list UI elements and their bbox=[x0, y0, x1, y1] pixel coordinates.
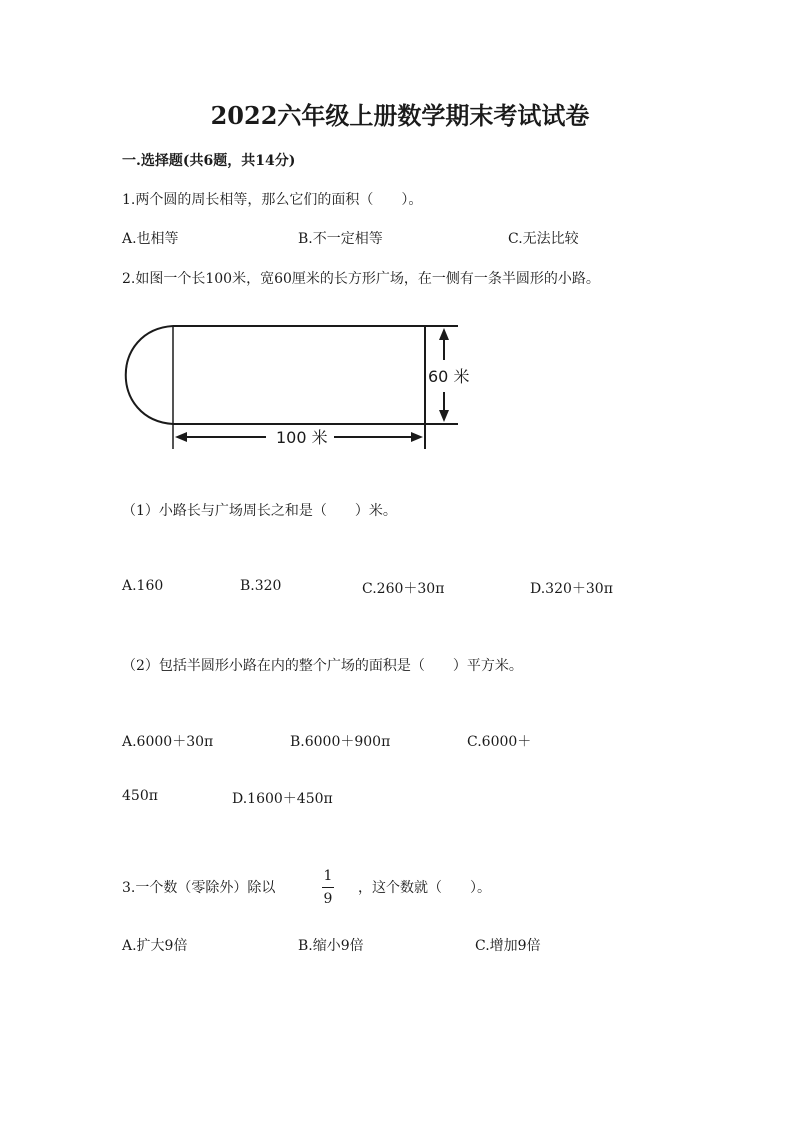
arrow-down-icon bbox=[439, 410, 449, 422]
question-2-sub1-option-d: D.320＋30π bbox=[530, 581, 613, 597]
question-1-option-a: A.也相等 bbox=[122, 231, 179, 247]
section-heading: 一.选择题(共6题，共14分) bbox=[122, 153, 296, 169]
question-2-sub2-option-d: D.1600＋450π bbox=[232, 791, 333, 807]
semicircle-path bbox=[126, 326, 173, 424]
question-2-sub1-option-a: A.160 bbox=[122, 578, 164, 594]
question-2-sub2-option-b: B.6000＋900π bbox=[290, 734, 391, 750]
question-3-option-c: C.增加9倍 bbox=[475, 938, 541, 954]
question-2-sub1-text: （1）小路长与广场周长之和是（ ）米。 bbox=[122, 503, 397, 519]
question-3-option-a: A.扩大9倍 bbox=[122, 938, 188, 954]
question-3-option-b: B.缩小9倍 bbox=[298, 938, 364, 954]
fraction-one-ninth bbox=[318, 868, 338, 907]
question-1-option-c: C.无法比较 bbox=[508, 231, 579, 247]
arrow-right-icon bbox=[411, 432, 423, 442]
question-2-sub1-option-b: B.320 bbox=[240, 578, 282, 594]
question-2-sub2-option-a: A.6000＋30π bbox=[122, 734, 214, 750]
question-2-sub1-option-c: C.260＋30π bbox=[362, 581, 445, 597]
arrow-left-icon bbox=[175, 432, 187, 442]
question-2-sub2-option-c-continued: 450π bbox=[122, 788, 158, 804]
page-title: 2022六年级上册数学期末考试试卷 bbox=[210, 101, 590, 130]
width-label: 100 米 bbox=[276, 428, 328, 447]
fraction-numerator: 1 bbox=[323, 868, 333, 884]
height-label: 60 米 bbox=[428, 367, 470, 386]
question-3-text-after: ，这个数就（ ）。 bbox=[358, 880, 491, 896]
question-2-text: 2.如图一个长100米，宽60厘米的长方形广场，在一侧有一条半圆形的小路。 bbox=[122, 271, 600, 287]
question-3-text-before: 3.一个数（零除外）除以 bbox=[122, 880, 276, 896]
fraction-bar bbox=[322, 887, 334, 888]
arrow-up-icon bbox=[439, 328, 449, 340]
fraction-denominator: 9 bbox=[323, 891, 333, 907]
question-2-sub2-text: （2）包括半圆形小路在内的整个广场的面积是（ ）平方米。 bbox=[122, 658, 523, 674]
question-1-text: 1.两个圆的周长相等，那么它们的面积（ ）。 bbox=[122, 192, 423, 208]
question-1-option-b: B.不一定相等 bbox=[298, 231, 383, 247]
question-2-sub2-option-c: C.6000＋ bbox=[467, 734, 532, 750]
